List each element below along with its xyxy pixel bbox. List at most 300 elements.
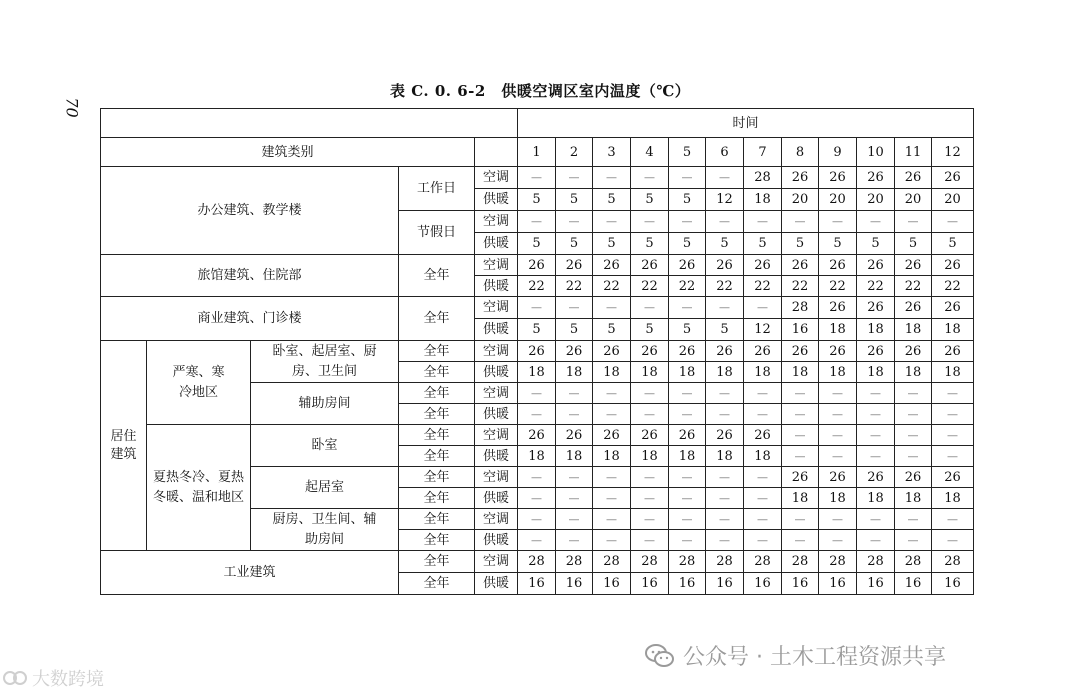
value-cell: 18: [593, 446, 631, 467]
page-number: 70: [62, 97, 82, 118]
value-cell: 22: [593, 276, 631, 297]
value-cell: 28: [895, 551, 932, 573]
value-cell: —: [895, 404, 932, 425]
value-cell: —: [744, 383, 782, 404]
period-all-year: 全年: [399, 530, 475, 551]
value-cell: —: [556, 211, 593, 233]
value-cell: 18: [518, 446, 556, 467]
value-cell: 26: [895, 255, 932, 276]
value-cell: —: [556, 383, 593, 404]
value-cell: —: [744, 404, 782, 425]
header-hour-12: 12: [932, 138, 974, 167]
value-cell: —: [593, 383, 631, 404]
room-auxiliary: 辅助房间: [251, 383, 399, 425]
value-cell: 26: [593, 341, 631, 362]
header-building-type: 建筑类别: [101, 138, 475, 167]
value-cell: 18: [782, 362, 819, 383]
header-empty-cell: [475, 138, 518, 167]
value-cell: 26: [782, 167, 819, 189]
value-cell: 5: [556, 189, 593, 211]
header-empty-cell: [101, 109, 518, 138]
period-all-year: 全年: [399, 362, 475, 383]
value-cell: 18: [744, 189, 782, 211]
mode-ac: 空调: [475, 297, 518, 319]
category-hotel: 旅馆建筑、住院部: [101, 255, 399, 297]
value-cell: 26: [518, 341, 556, 362]
value-cell: —: [593, 167, 631, 189]
value-cell: —: [932, 530, 974, 551]
value-cell: 18: [932, 319, 974, 341]
value-cell: 26: [669, 341, 706, 362]
value-cell: —: [556, 488, 593, 509]
header-row-hours: [101, 138, 974, 167]
value-cell: —: [669, 488, 706, 509]
value-cell: 26: [819, 467, 857, 488]
value-cell: 26: [895, 467, 932, 488]
value-cell: 20: [857, 189, 895, 211]
header-hour-5: 5: [669, 138, 706, 167]
value-cell: 18: [819, 362, 857, 383]
value-cell: —: [593, 467, 631, 488]
value-cell: 18: [895, 362, 932, 383]
period-all-year: 全年: [399, 255, 475, 297]
region-hot: 夏热冬冷、夏热冬暖、温和地区: [147, 425, 251, 551]
value-cell: 28: [819, 551, 857, 573]
value-cell: 22: [631, 276, 669, 297]
table-body: [101, 109, 974, 595]
value-cell: 26: [744, 425, 782, 446]
value-cell: 22: [669, 276, 706, 297]
value-cell: —: [631, 297, 669, 319]
value-cell: 16: [518, 573, 556, 595]
value-cell: —: [706, 167, 744, 189]
value-cell: —: [669, 167, 706, 189]
value-cell: —: [932, 446, 974, 467]
value-cell: 26: [518, 255, 556, 276]
value-cell: 5: [556, 233, 593, 255]
value-cell: —: [669, 383, 706, 404]
value-cell: —: [782, 425, 819, 446]
value-cell: 26: [895, 341, 932, 362]
value-cell: 5: [932, 233, 974, 255]
value-cell: 5: [895, 233, 932, 255]
value-cell: —: [669, 211, 706, 233]
value-cell: —: [857, 383, 895, 404]
value-cell: 18: [706, 362, 744, 383]
value-cell: —: [518, 467, 556, 488]
value-cell: 5: [518, 319, 556, 341]
value-cell: —: [706, 488, 744, 509]
value-cell: 18: [857, 488, 895, 509]
value-cell: 26: [556, 255, 593, 276]
value-cell: 5: [518, 233, 556, 255]
table-title: 表 C. 0. 6-2 供暖空调区室内温度（℃）: [390, 82, 691, 100]
mode-ac: 空调: [475, 551, 518, 573]
value-cell: 26: [556, 341, 593, 362]
value-cell: 18: [819, 488, 857, 509]
value-cell: 16: [819, 573, 857, 595]
temperature-table: [100, 108, 974, 595]
value-cell: 28: [631, 551, 669, 573]
value-cell: —: [631, 509, 669, 530]
mode-heating: 供暖: [475, 573, 518, 595]
value-cell: —: [518, 297, 556, 319]
value-cell: —: [857, 404, 895, 425]
value-cell: 28: [593, 551, 631, 573]
value-cell: 26: [819, 341, 857, 362]
value-cell: —: [782, 446, 819, 467]
value-cell: 16: [744, 573, 782, 595]
value-cell: 26: [706, 425, 744, 446]
period-all-year: 全年: [399, 509, 475, 530]
value-cell: 26: [669, 425, 706, 446]
value-cell: —: [556, 404, 593, 425]
value-cell: 5: [593, 233, 631, 255]
value-cell: —: [669, 530, 706, 551]
value-cell: 18: [706, 446, 744, 467]
value-cell: 18: [669, 446, 706, 467]
value-cell: 18: [932, 362, 974, 383]
value-cell: —: [744, 467, 782, 488]
value-cell: —: [895, 383, 932, 404]
value-cell: —: [819, 211, 857, 233]
mode-heating: 供暖: [475, 189, 518, 211]
value-cell: —: [518, 530, 556, 551]
value-cell: —: [782, 211, 819, 233]
value-cell: —: [518, 211, 556, 233]
value-cell: 20: [932, 189, 974, 211]
value-cell: —: [706, 509, 744, 530]
value-cell: 16: [556, 573, 593, 595]
mode-heating: 供暖: [475, 530, 518, 551]
value-cell: 26: [518, 425, 556, 446]
value-cell: —: [819, 404, 857, 425]
temperature-table-container: [100, 108, 974, 595]
table-row: [101, 341, 974, 362]
value-cell: —: [932, 211, 974, 233]
value-cell: —: [782, 383, 819, 404]
period-all-year: 全年: [399, 404, 475, 425]
value-cell: 16: [895, 573, 932, 595]
value-cell: —: [631, 167, 669, 189]
value-cell: 5: [631, 233, 669, 255]
value-cell: —: [932, 509, 974, 530]
value-cell: 5: [782, 233, 819, 255]
value-cell: 22: [819, 276, 857, 297]
table-row: [101, 425, 974, 446]
value-cell: 26: [819, 167, 857, 189]
value-cell: 22: [744, 276, 782, 297]
mode-heating: 供暖: [475, 362, 518, 383]
value-cell: 26: [932, 255, 974, 276]
mode-ac: 空调: [475, 425, 518, 446]
value-cell: —: [857, 530, 895, 551]
mode-ac: 空调: [475, 341, 518, 362]
header-hour-4: 4: [631, 138, 669, 167]
value-cell: 18: [669, 362, 706, 383]
value-cell: 26: [593, 255, 631, 276]
mode-ac: 空调: [475, 383, 518, 404]
value-cell: 18: [895, 488, 932, 509]
value-cell: —: [631, 404, 669, 425]
value-cell: 26: [744, 255, 782, 276]
period-all-year: 全年: [399, 297, 475, 341]
mode-ac: 空调: [475, 509, 518, 530]
value-cell: —: [631, 530, 669, 551]
period-all-year: 全年: [399, 551, 475, 573]
value-cell: 5: [556, 319, 593, 341]
mode-heating: 供暖: [475, 276, 518, 297]
category-industrial: 工业建筑: [101, 551, 399, 595]
period-all-year: 全年: [399, 488, 475, 509]
value-cell: 12: [744, 319, 782, 341]
room-living-room: 起居室: [251, 467, 399, 509]
header-time: 时间: [518, 109, 974, 138]
header-hour-11: 11: [895, 138, 932, 167]
value-cell: 16: [932, 573, 974, 595]
mode-heating: 供暖: [475, 404, 518, 425]
value-cell: —: [895, 446, 932, 467]
value-cell: 26: [819, 255, 857, 276]
value-cell: —: [819, 425, 857, 446]
mode-heating: 供暖: [475, 319, 518, 341]
value-cell: —: [669, 297, 706, 319]
header-hour-6: 6: [706, 138, 744, 167]
category-residential: 居住建筑: [101, 341, 147, 551]
header-hour-1: 1: [518, 138, 556, 167]
value-cell: 16: [782, 573, 819, 595]
value-cell: 26: [819, 297, 857, 319]
value-cell: —: [518, 404, 556, 425]
value-cell: 26: [556, 425, 593, 446]
value-cell: —: [819, 530, 857, 551]
value-cell: —: [895, 211, 932, 233]
value-cell: 28: [857, 551, 895, 573]
mode-ac: 空调: [475, 167, 518, 189]
value-cell: 22: [556, 276, 593, 297]
value-cell: 26: [857, 341, 895, 362]
value-cell: 22: [857, 276, 895, 297]
value-cell: 26: [631, 255, 669, 276]
value-cell: 18: [857, 319, 895, 341]
value-cell: 26: [932, 467, 974, 488]
value-cell: 26: [631, 341, 669, 362]
value-cell: 5: [669, 319, 706, 341]
value-cell: 18: [631, 362, 669, 383]
value-cell: 16: [593, 573, 631, 595]
period-all-year: 全年: [399, 446, 475, 467]
mode-ac: 空调: [475, 211, 518, 233]
value-cell: 22: [782, 276, 819, 297]
header-hour-3: 3: [593, 138, 631, 167]
table-row: [101, 551, 974, 573]
period-all-year: 全年: [399, 341, 475, 362]
value-cell: —: [556, 467, 593, 488]
value-cell: 18: [744, 362, 782, 383]
value-cell: —: [932, 404, 974, 425]
value-cell: 18: [932, 488, 974, 509]
value-cell: 28: [706, 551, 744, 573]
value-cell: —: [556, 530, 593, 551]
value-cell: 22: [932, 276, 974, 297]
value-cell: —: [932, 425, 974, 446]
value-cell: —: [593, 530, 631, 551]
value-cell: —: [895, 425, 932, 446]
mode-heating: 供暖: [475, 488, 518, 509]
value-cell: —: [593, 211, 631, 233]
value-cell: —: [744, 211, 782, 233]
value-cell: 5: [631, 189, 669, 211]
value-cell: 26: [593, 425, 631, 446]
value-cell: 26: [782, 255, 819, 276]
value-cell: —: [706, 211, 744, 233]
value-cell: 18: [518, 362, 556, 383]
value-cell: —: [593, 488, 631, 509]
header-hour-7: 7: [744, 138, 782, 167]
value-cell: 28: [556, 551, 593, 573]
mode-ac: 空调: [475, 255, 518, 276]
value-cell: —: [669, 467, 706, 488]
value-cell: —: [706, 297, 744, 319]
value-cell: 5: [518, 189, 556, 211]
value-cell: 18: [744, 446, 782, 467]
value-cell: —: [895, 509, 932, 530]
mode-heating: 供暖: [475, 233, 518, 255]
value-cell: —: [744, 488, 782, 509]
value-cell: —: [593, 404, 631, 425]
watermark-left-text: 大数跨境: [32, 669, 104, 690]
value-cell: 26: [857, 467, 895, 488]
value-cell: —: [518, 167, 556, 189]
value-cell: 5: [669, 189, 706, 211]
value-cell: 18: [819, 319, 857, 341]
value-cell: —: [518, 509, 556, 530]
value-cell: —: [631, 383, 669, 404]
value-cell: 18: [593, 362, 631, 383]
value-cell: 5: [819, 233, 857, 255]
table-row: [101, 167, 974, 189]
value-cell: 20: [895, 189, 932, 211]
value-cell: 18: [895, 319, 932, 341]
value-cell: 26: [669, 255, 706, 276]
value-cell: —: [518, 383, 556, 404]
period-all-year: 全年: [399, 383, 475, 404]
period-all-year: 全年: [399, 425, 475, 446]
mode-ac: 空调: [475, 467, 518, 488]
value-cell: 5: [706, 233, 744, 255]
value-cell: 28: [744, 551, 782, 573]
watermark-logo: [2, 665, 104, 691]
value-cell: 18: [631, 446, 669, 467]
value-cell: —: [744, 530, 782, 551]
value-cell: 26: [895, 167, 932, 189]
value-cell: 26: [857, 167, 895, 189]
period-all-year: 全年: [399, 573, 475, 595]
table-row: [101, 255, 974, 276]
table-row: [101, 297, 974, 319]
value-cell: —: [857, 509, 895, 530]
value-cell: —: [706, 383, 744, 404]
period-workday: 工作日: [399, 167, 475, 211]
value-cell: 16: [669, 573, 706, 595]
value-cell: 5: [857, 233, 895, 255]
value-cell: 16: [857, 573, 895, 595]
header-hour-2: 2: [556, 138, 593, 167]
value-cell: 22: [895, 276, 932, 297]
header-hour-9: 9: [819, 138, 857, 167]
header-row-time: [101, 109, 974, 138]
value-cell: 5: [706, 319, 744, 341]
value-cell: 28: [669, 551, 706, 573]
value-cell: 18: [857, 362, 895, 383]
header-hour-10: 10: [857, 138, 895, 167]
value-cell: —: [782, 404, 819, 425]
value-cell: 26: [782, 341, 819, 362]
value-cell: —: [593, 509, 631, 530]
value-cell: —: [706, 530, 744, 551]
value-cell: —: [556, 297, 593, 319]
value-cell: 12: [706, 189, 744, 211]
category-office: 办公建筑、教学楼: [101, 167, 399, 255]
value-cell: —: [669, 404, 706, 425]
value-cell: —: [593, 297, 631, 319]
value-cell: —: [706, 467, 744, 488]
value-cell: —: [819, 509, 857, 530]
value-cell: 18: [782, 488, 819, 509]
watermark-wechat: [645, 640, 946, 671]
value-cell: 5: [631, 319, 669, 341]
value-cell: —: [857, 446, 895, 467]
room-bedroom: 卧室: [251, 425, 399, 467]
value-cell: —: [669, 509, 706, 530]
category-commercial: 商业建筑、门诊楼: [101, 297, 399, 341]
value-cell: 28: [518, 551, 556, 573]
value-cell: 26: [631, 425, 669, 446]
value-cell: 22: [518, 276, 556, 297]
period-holiday: 节假日: [399, 211, 475, 255]
value-cell: —: [631, 467, 669, 488]
region-cold: 严寒、寒冷地区: [147, 341, 251, 425]
value-cell: 28: [782, 297, 819, 319]
value-cell: —: [857, 425, 895, 446]
value-cell: 18: [556, 362, 593, 383]
value-cell: —: [518, 488, 556, 509]
value-cell: —: [631, 211, 669, 233]
value-cell: 26: [857, 255, 895, 276]
room-kitchen-bath-aux: 厨房、卫生间、辅助房间: [251, 509, 399, 551]
mode-heating: 供暖: [475, 446, 518, 467]
value-cell: 18: [556, 446, 593, 467]
header-hour-8: 8: [782, 138, 819, 167]
value-cell: —: [744, 509, 782, 530]
value-cell: —: [782, 509, 819, 530]
value-cell: 20: [782, 189, 819, 211]
value-cell: —: [744, 297, 782, 319]
value-cell: —: [895, 530, 932, 551]
value-cell: —: [556, 167, 593, 189]
room-bed-living-kitchen: 卧室、起居室、厨房、卫生间: [251, 341, 399, 383]
wechat-icon: [645, 643, 675, 669]
value-cell: 5: [593, 319, 631, 341]
value-cell: —: [857, 211, 895, 233]
value-cell: 16: [782, 319, 819, 341]
value-cell: —: [932, 383, 974, 404]
value-cell: 28: [744, 167, 782, 189]
logo-icon: [2, 668, 28, 688]
value-cell: 26: [895, 297, 932, 319]
value-cell: 26: [857, 297, 895, 319]
value-cell: 26: [782, 467, 819, 488]
